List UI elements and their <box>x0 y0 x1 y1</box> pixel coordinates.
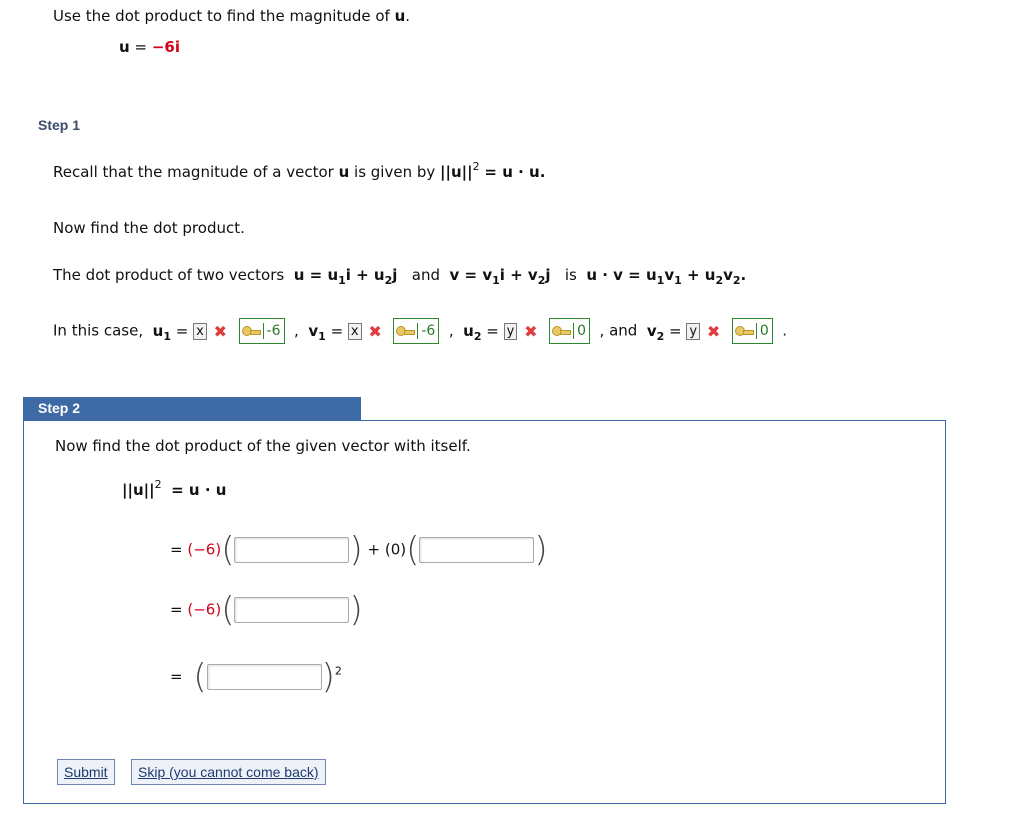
answer-u2: $u_2 = y$ ✖ 0 <box>463 322 595 340</box>
answer-u1-var: u <box>152 321 164 340</box>
submit-button[interactable]: Submit <box>57 759 115 785</box>
recall-var: u <box>338 163 350 181</box>
answer-input-1[interactable] <box>234 537 349 563</box>
step2-label: Step 2 <box>38 400 81 416</box>
open-paren: ( <box>406 530 420 570</box>
norm-exponent: 2 <box>472 160 480 173</box>
recall-rhs: = u · u. <box>484 163 546 181</box>
incorrect-x-icon: ✖ <box>524 321 538 341</box>
answer-key-box[interactable] <box>393 318 439 344</box>
answer-input-4[interactable] <box>207 664 322 690</box>
question-end: . <box>405 7 411 25</box>
answer-u2-correct: 0 <box>573 323 586 339</box>
key-icon <box>552 324 570 338</box>
def-result: u · v = u <box>586 266 657 284</box>
square-exponent: 2 <box>334 664 342 678</box>
in-this-case-label: In this case, <box>53 321 144 340</box>
equals-sign: = <box>170 667 183 686</box>
in-this-case-row: In this case, $u_1 = x$ ✖ -6 , $v_1 = x$ ✖ -6 , $u_2 = y$ ✖ 0 , and $v_2 = y$ ✖ 0 . <box>53 318 787 344</box>
equals-sign: = <box>170 540 183 559</box>
def-lead: The dot product of two vectors <box>53 266 285 284</box>
answer-v1: $v_1 = x$ ✖ -6 <box>308 322 444 340</box>
open-paren: ( <box>193 657 207 697</box>
answer-v1-sub: 1 <box>318 329 326 343</box>
vector-eq: = <box>134 38 148 56</box>
coef-zero: (0) <box>384 540 407 559</box>
vector-rhs: −6i <box>151 38 180 56</box>
answer-key-box[interactable] <box>239 318 285 344</box>
close-paren: ) <box>321 657 335 697</box>
recall-mid: is given by <box>349 163 441 181</box>
coef-neg6: (−6) <box>187 600 222 619</box>
step2-instruction: Now find the dot product of the given vector with itself. <box>55 437 471 455</box>
answer-u2-var: u <box>463 321 474 340</box>
step2-line4 <box>170 657 342 697</box>
close-paren: ) <box>534 530 548 570</box>
close-paren: ) <box>349 590 363 630</box>
norm-exponent: 2 <box>154 478 162 491</box>
step2-line1 <box>122 478 226 499</box>
incorrect-x-icon: ✖ <box>706 321 721 341</box>
recall-text <box>53 160 545 181</box>
step2-line3 <box>170 590 363 630</box>
question-var: u <box>394 7 406 25</box>
given-vector <box>119 38 180 56</box>
answer-input-3[interactable] <box>234 597 349 623</box>
question-prompt <box>53 7 410 25</box>
answer-v2-var: v <box>646 321 657 340</box>
incorrect-x-icon: ✖ <box>213 321 227 341</box>
answer-u1-entered: x <box>193 323 207 340</box>
skip-button[interactable]: Skip (you cannot come back) <box>131 759 326 785</box>
answer-u1: $u_1 = x$ ✖ -6 <box>153 322 290 340</box>
def-is: is <box>564 266 577 284</box>
step2-line2 <box>170 530 548 570</box>
vector-lhs: u <box>119 38 130 56</box>
dot-product-definition: The dot product of two vectors $u = u_1i + u_2j$ and $v = v_1i + v_2j$ is $u \cdot v = u_1v_1 + u_2v_2$. <box>53 266 747 287</box>
answer-v1-entered: x <box>348 323 362 340</box>
answer-key-box[interactable] <box>549 318 590 344</box>
answer-key-box[interactable] <box>732 318 773 344</box>
step2-line1-rhs: = u · u <box>171 481 227 499</box>
def-and: and <box>411 266 440 284</box>
answer-v1-var: v <box>308 321 319 340</box>
answer-v2-correct: 0 <box>756 323 769 339</box>
norm-symbol: ||u|| <box>440 163 473 181</box>
plus-sign: + <box>367 540 381 559</box>
step1-label: Step 1 <box>38 117 81 133</box>
open-paren: ( <box>221 590 235 630</box>
answer-v1-correct: -6 <box>417 323 435 339</box>
answer-v2-entered: y <box>686 323 700 340</box>
open-paren: ( <box>221 530 235 570</box>
norm-symbol: ||u|| <box>122 481 155 499</box>
coef-neg6: (−6) <box>187 540 222 559</box>
answer-u1-correct: -6 <box>263 323 281 339</box>
v-def: v = v <box>449 266 493 284</box>
step2-header <box>23 397 361 420</box>
answer-input-2[interactable] <box>419 537 534 563</box>
key-icon <box>735 324 753 338</box>
key-icon <box>242 324 260 338</box>
answer-u1-sub: 1 <box>163 329 171 343</box>
key-icon <box>396 324 414 338</box>
answer-v2: $v_2 = y$ ✖ 0 <box>647 322 778 340</box>
equals-sign: = <box>170 600 183 619</box>
answer-u2-entered: y <box>504 323 518 340</box>
recall-pre: Recall that the magnitude of a vector <box>53 163 339 181</box>
answer-v2-sub: 2 <box>656 329 665 343</box>
question-text: Use the dot product to find the magnitude of <box>53 7 395 25</box>
answer-u2-sub: 2 <box>473 329 482 343</box>
incorrect-x-icon: ✖ <box>368 321 382 341</box>
now-find-text: Now find the dot product. <box>53 219 245 237</box>
close-paren: ) <box>349 530 363 570</box>
u-def: u = u <box>293 266 339 284</box>
